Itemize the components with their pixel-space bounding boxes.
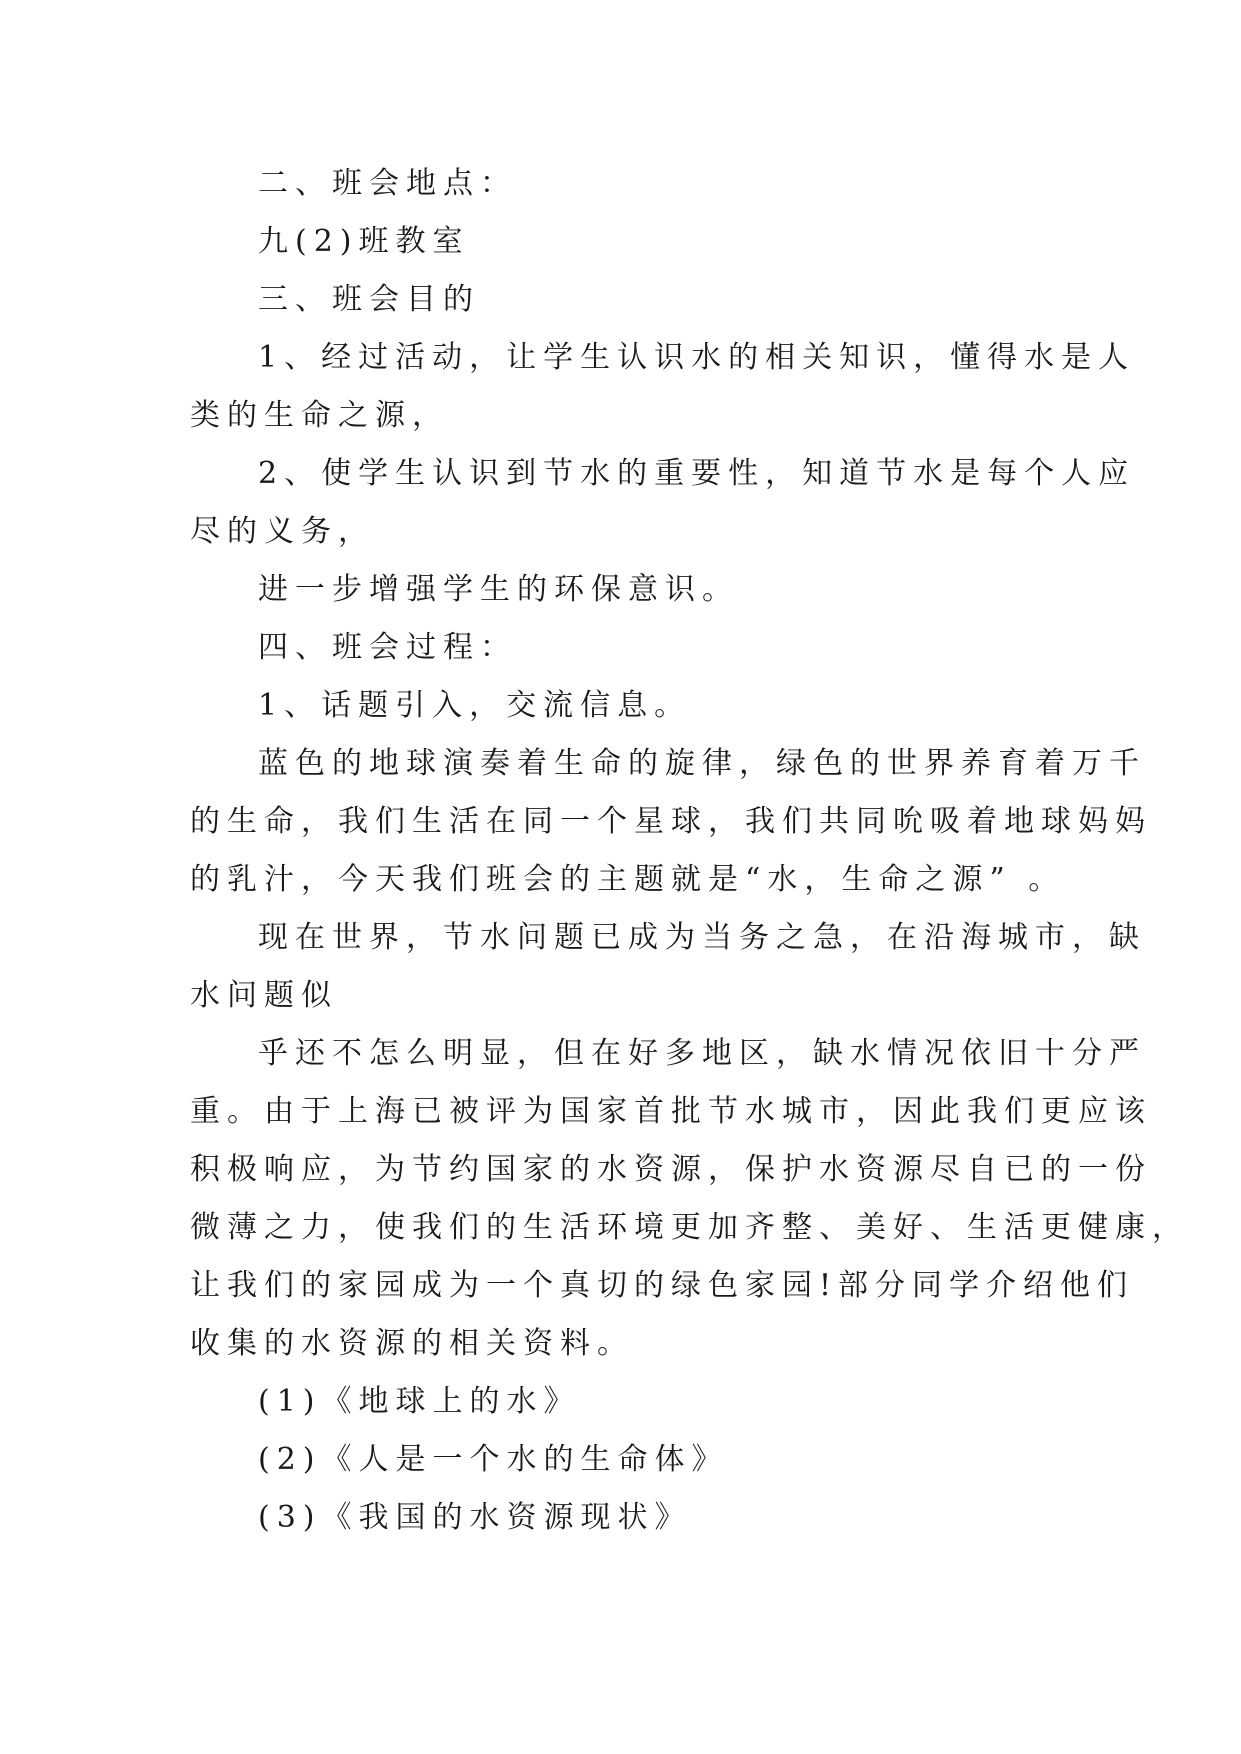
document-body: [190, 155, 1189, 1547]
text-line: 2、使学生认识到节水的重要性，知道节水是每个人应: [258, 456, 1136, 491]
text-line: 收集的水资源的相关资料。: [190, 1326, 634, 1361]
text-line: 重。由于上海已被评为国家首批节水城市，因此我们更应该: [190, 1094, 1152, 1129]
text-line: 的乳汁，今天我们班会的主题就是“水，生命之源” 。: [190, 862, 1066, 897]
text-line: 蓝色的地球演奏着生命的旋律，绿色的世界养育着万千: [258, 746, 1146, 781]
section-heading-process: 四、班会过程：: [258, 630, 517, 665]
text-line: 的生命，我们生活在同一个星球，我们共同吮吸着地球妈妈: [190, 804, 1152, 839]
text-line: 类的生命之源，: [190, 398, 449, 433]
section-heading-purpose: 三、班会目的: [258, 282, 480, 317]
text-line: 让我们的家园成为一个真切的绿色家园!部分同学介绍他们: [190, 1268, 1135, 1303]
text-line: 九(2)班教室: [258, 224, 470, 259]
text-line: 微薄之力，使我们的生活环境更加齐整、美好、生活更健康，: [190, 1210, 1189, 1245]
text-line: 1、经过活动，让学生认识水的相关知识，懂得水是人: [258, 340, 1136, 375]
text-line: 乎还不怎么明显，但在好多地区，缺水情况依旧十分严: [258, 1036, 1146, 1071]
text-line: 进一步增强学生的环保意识。: [258, 572, 739, 607]
text-line: 积极响应，为节约国家的水资源，保护水资源尽自已的一份: [190, 1152, 1152, 1187]
list-item: (3)《我国的水资源现状》: [258, 1500, 692, 1535]
text-line: 尽的义务，: [190, 514, 375, 549]
list-item: (1)《地球上的水》: [258, 1384, 581, 1419]
text-line: 水问题似: [190, 978, 338, 1013]
text-line: 现在世界，节水问题已成为当务之急，在沿海城市，缺: [258, 920, 1146, 955]
section-heading-location: 二、班会地点：: [258, 166, 517, 201]
list-item: (2)《人是一个水的生命体》: [258, 1442, 729, 1477]
text-line: 1、话题引入，交流信息。: [258, 688, 692, 723]
